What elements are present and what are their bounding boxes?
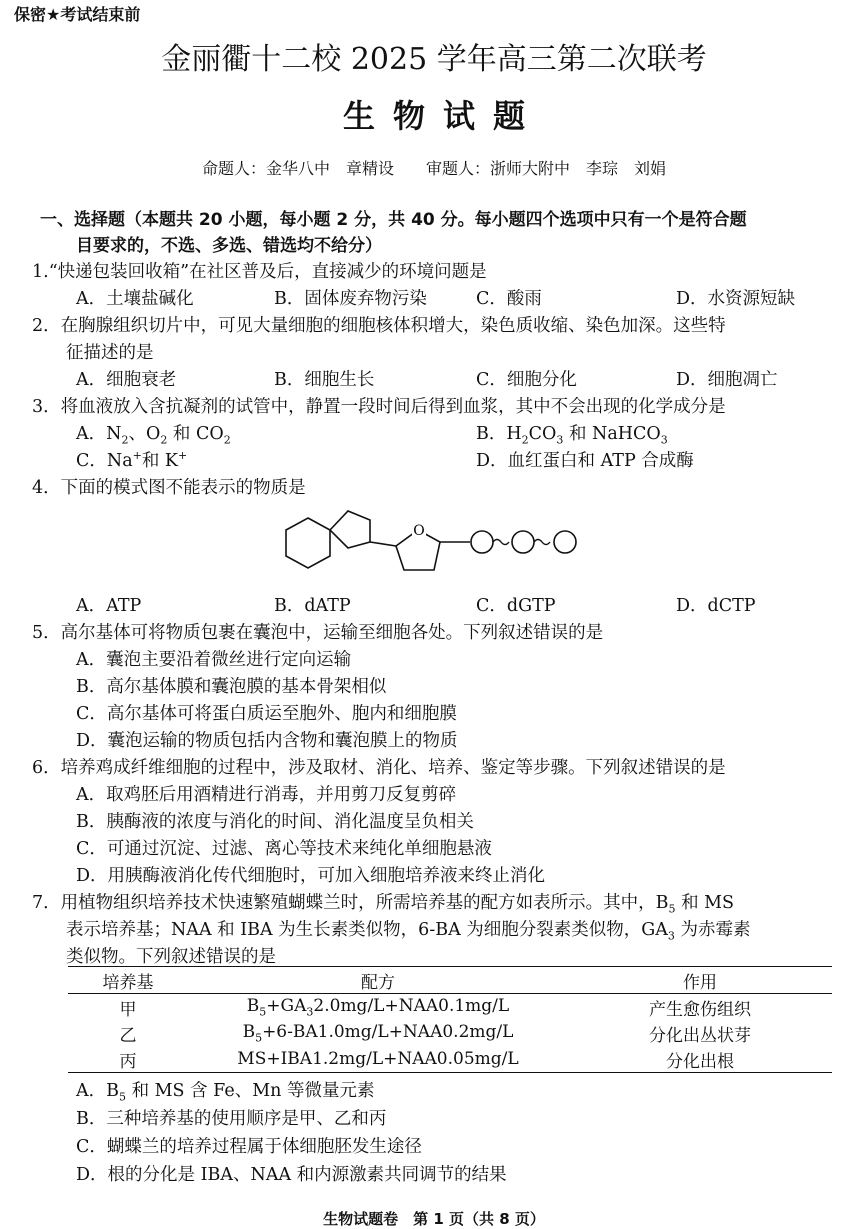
q7-stem: 7．用植物组织培养技术快速繁殖蝴蝶兰时，所需培养基的配方如表所示。其中，$B_5$ 和 MS bbox=[32, 893, 735, 916]
q2-option-a: A．细胞衰老 bbox=[76, 370, 177, 390]
phosphate-group-1 bbox=[471, 531, 493, 553]
q7-stem-cont: 表示培养基；NAA 和 IBA 为生长素类似物，6-BA 为细胞分裂素类似物，$GA_3$ 为赤霉素 bbox=[66, 920, 751, 943]
q5-option-c: C．高尔基体可将蛋白质运至胞外、胞内和细胞膜 bbox=[76, 704, 457, 724]
q2-option-d: D．细胞凋亡 bbox=[676, 370, 778, 390]
glycosidic-bond bbox=[370, 542, 396, 546]
q4-option-a: A．ATP bbox=[76, 596, 142, 616]
q1-stem: 1.“快递包装回收箱”在社区普及后，直接减少的环境问题是 bbox=[32, 262, 487, 282]
oxygen-label: O bbox=[413, 523, 425, 539]
q3-option-a: A．$N_2$、$O_2$ 和 $CO_2$ bbox=[76, 424, 231, 447]
q4-stem: 4．下面的模式图不能表示的物质是 bbox=[32, 478, 306, 498]
q3-option-d: D．血红蛋白和 ATP 合成酶 bbox=[476, 451, 694, 471]
q1-option-b: B．固体废弃物污染 bbox=[274, 289, 427, 309]
section-heading-cont: 目要求的，不选、多选、错选均不给分） bbox=[76, 236, 382, 256]
high-energy-bond-1 bbox=[493, 540, 509, 545]
exam-title: 金丽衢十二校 2025 学年高三第二次联考 bbox=[161, 42, 707, 77]
high-energy-bond-2 bbox=[534, 540, 550, 545]
hexagon-ring bbox=[286, 518, 330, 568]
q2-stem-cont: 征描述的是 bbox=[66, 343, 154, 363]
q7-stem-cont2: 类似物。下列叙述错误的是 bbox=[66, 947, 276, 967]
q2-stem: 2．在胸腺组织切片中，可见大量细胞的细胞核体积增大，染色质收缩、染色加深。这些特 bbox=[32, 316, 726, 336]
section-heading: 一、选择题（本题共 20 小题，每小题 2 分，共 40 分。每小题四个选项中只有一个是符合题 bbox=[40, 210, 747, 230]
q3-stem: 3．将血液放入含抗凝剂的试管中，静置一段时间后得到血浆，其中不会出现的化学成分是 bbox=[32, 397, 726, 417]
table-header-effect: 作用 bbox=[683, 972, 717, 993]
q6-option-a: A．取鸡胚后用酒精进行消毒，并用剪刀反复剪碎 bbox=[76, 785, 457, 805]
q7-option-b: B．三种培养基的使用顺序是甲、乙和丙 bbox=[76, 1109, 387, 1129]
table-cell-formula: $B_5+GA_32.0mg/L+NAA0.1mg/L$ bbox=[246, 995, 510, 1019]
q6-option-b: B．胰酶液的浓度与消化的时间、消化温度呈负相关 bbox=[76, 812, 474, 832]
phosphate-group-3 bbox=[554, 531, 576, 553]
q1-option-c: C．酸雨 bbox=[476, 289, 542, 309]
table-cell-formula: $B_5+6-BA1.0mg/L+NAA0.2mg/L$ bbox=[242, 1021, 514, 1045]
q7-option-a: A．$B_5$ 和 MS 含 Fe、Mn 等微量元素 bbox=[76, 1081, 375, 1104]
q3-option-b: B．$H_2CO_3$ 和 NaHCO$_3$ bbox=[476, 424, 668, 447]
subject-title: 生物试题 bbox=[342, 97, 543, 135]
table-cell-medium: 丙 bbox=[119, 1051, 137, 1072]
q6-stem: 6．培养鸡成纤维细胞的过程中，涉及取材、消化、培养、鉴定等步骤。下列叙述错误的是 bbox=[32, 758, 726, 778]
q7-option-d: D．根的分化是 IBA、NAA 和内源激素共同调节的结果 bbox=[76, 1165, 507, 1185]
table-row bbox=[68, 1046, 832, 1073]
table-row bbox=[68, 994, 832, 1021]
table-cell-effect: 分化出根 bbox=[666, 1051, 734, 1072]
table-header-formula: 配方 bbox=[361, 972, 395, 993]
table-row bbox=[68, 1020, 832, 1046]
phosphate-group-2 bbox=[512, 531, 534, 553]
nucleotide-model-diagram bbox=[278, 496, 588, 588]
q6-option-d: D．用胰酶液消化传代细胞时，可加入细胞培养液来终止消化 bbox=[76, 866, 546, 886]
table-cell-medium: 甲 bbox=[119, 999, 137, 1020]
table-cell-formula: MS+IBA1.2mg/L+NAA0.05mg/L bbox=[237, 1049, 519, 1069]
authors-line: 命题人：金华八中 章精设 审题人：浙师大附中 李琮 刘娟 bbox=[201, 159, 666, 178]
q1-option-a: A．土壤盐碱化 bbox=[76, 289, 194, 309]
q6-option-c: C．可通过沉淀、过滤、离心等技术来纯化单细胞悬液 bbox=[76, 839, 492, 859]
table-cell-effect: 分化出丛状芽 bbox=[649, 1025, 751, 1046]
q5-option-b: B．高尔基体膜和囊泡膜的基本骨架相似 bbox=[76, 677, 387, 697]
q5-option-a: A．囊泡主要沿着微丝进行定向运输 bbox=[76, 650, 352, 670]
confidential-label: 保密★考试结束前 bbox=[14, 5, 141, 24]
q2-option-b: B．细胞生长 bbox=[274, 370, 375, 390]
q4-option-d: D．dCTP bbox=[676, 596, 756, 616]
pentagon-ring bbox=[330, 511, 370, 548]
q5-stem: 5．高尔基体可将物质包裹在囊泡中，运输至细胞各处。下列叙述错误的是 bbox=[32, 623, 604, 643]
q2-option-c: C．细胞分化 bbox=[476, 370, 577, 390]
medium-recipe-table bbox=[68, 966, 832, 1073]
table-header-row bbox=[68, 967, 832, 994]
table-cell-effect: 产生愈伤组织 bbox=[649, 999, 751, 1020]
q3-option-c: C．Na+和 K+ bbox=[76, 449, 188, 471]
q4-option-c: C．dGTP bbox=[476, 596, 556, 616]
q5-option-d: D．囊泡运输的物质包括内含物和囊泡膜上的物质 bbox=[76, 731, 458, 751]
q7-option-c: C．蝴蝶兰的培养过程属于体细胞胚发生途径 bbox=[76, 1137, 422, 1157]
table-header-medium: 培养基 bbox=[102, 972, 154, 993]
q4-option-b: B．dATP bbox=[274, 596, 351, 616]
q1-option-d: D．水资源短缺 bbox=[676, 289, 796, 309]
table-cell-medium: 乙 bbox=[119, 1025, 137, 1046]
page-footer: 生物试题卷 第 1 页（共 8 页） bbox=[323, 1210, 545, 1228]
